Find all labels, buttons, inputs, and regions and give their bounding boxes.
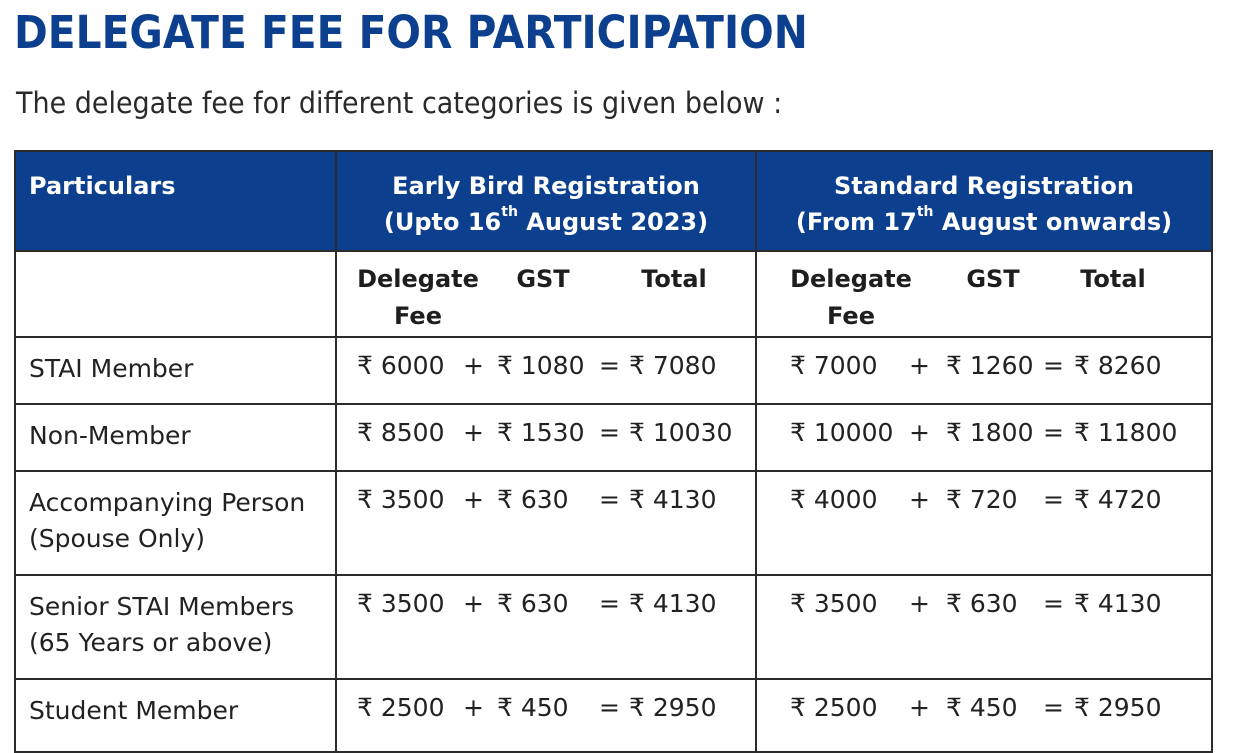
- subheader-delegate-fee: Delegate Fee: [357, 265, 479, 330]
- subheader-standard-cell: [756, 251, 1212, 337]
- equals-sign: =: [599, 589, 620, 618]
- equals-sign: =: [1043, 589, 1064, 618]
- table-row: [15, 575, 1212, 679]
- early-total: ₹ 4130: [629, 589, 717, 618]
- plus-sign: +: [909, 589, 930, 618]
- standard-gst: ₹ 450: [946, 693, 1018, 722]
- subheader-total: Total: [1080, 265, 1146, 293]
- row-label: Non-Member: [15, 404, 336, 471]
- standard-fee: ₹ 3500: [790, 589, 878, 618]
- row-label: STAI Member: [15, 337, 336, 404]
- equals-sign: =: [1043, 693, 1064, 722]
- plus-sign: +: [463, 589, 484, 618]
- early-values: [336, 337, 756, 404]
- standard-values: [756, 404, 1212, 471]
- table-row: [15, 337, 1212, 404]
- subheader-empty-cell: [15, 251, 336, 337]
- early-total: ₹ 7080: [629, 351, 717, 380]
- row-label: Student Member: [15, 679, 336, 752]
- equals-sign: =: [1043, 485, 1064, 514]
- page-subtitle: The delegate fee for different categories is given below :: [16, 86, 783, 120]
- early-values: [336, 575, 756, 679]
- early-gst: ₹ 630: [497, 589, 569, 618]
- standard-values: [756, 471, 1212, 575]
- early-gst: ₹ 630: [497, 485, 569, 514]
- subheader-gst: GST: [516, 265, 570, 293]
- table-header-row: [15, 151, 1212, 251]
- standard-total: ₹ 11800: [1074, 418, 1178, 447]
- plus-sign: +: [463, 418, 484, 447]
- standard-gst: ₹ 720: [946, 485, 1018, 514]
- early-values: [336, 679, 756, 752]
- fee-table: [14, 150, 1213, 753]
- early-values: [336, 404, 756, 471]
- standard-total: ₹ 4720: [1074, 485, 1162, 514]
- early-fee: ₹ 6000: [357, 351, 445, 380]
- early-fee: ₹ 3500: [357, 589, 445, 618]
- row-label: Senior STAI Members (65 Years or above): [15, 575, 336, 679]
- table-row: [15, 404, 1212, 471]
- plus-sign: +: [463, 485, 484, 514]
- equals-sign: =: [1043, 418, 1064, 447]
- early-total: ₹ 2950: [629, 693, 717, 722]
- standard-fee: ₹ 2500: [790, 693, 878, 722]
- standard-gst: ₹ 1260: [946, 351, 1034, 380]
- standard-fee: ₹ 4000: [790, 485, 878, 514]
- table-subheader-row: [15, 251, 1212, 337]
- standard-fee: ₹ 7000: [790, 351, 878, 380]
- subheader-early-cell: [336, 251, 756, 337]
- standard-values: [756, 679, 1212, 752]
- standard-total: ₹ 8260: [1074, 351, 1162, 380]
- subheader-total: Total: [641, 265, 707, 293]
- equals-sign: =: [1043, 351, 1064, 380]
- subheader-gst: GST: [966, 265, 1020, 293]
- standard-gst: ₹ 630: [946, 589, 1018, 618]
- header-particulars: Particulars: [15, 151, 336, 251]
- plus-sign: +: [463, 351, 484, 380]
- standard-total: ₹ 2950: [1074, 693, 1162, 722]
- table-row: [15, 471, 1212, 575]
- equals-sign: =: [599, 418, 620, 447]
- equals-sign: =: [599, 693, 620, 722]
- standard-fee: ₹ 10000: [790, 418, 894, 447]
- standard-gst: ₹ 1800: [946, 418, 1034, 447]
- standard-values: [756, 337, 1212, 404]
- row-label: Accompanying Person (Spouse Only): [15, 471, 336, 575]
- subheader-delegate-fee: Delegate Fee: [790, 265, 912, 330]
- standard-values: [756, 575, 1212, 679]
- plus-sign: +: [909, 351, 930, 380]
- early-fee: ₹ 3500: [357, 485, 445, 514]
- equals-sign: =: [599, 485, 620, 514]
- early-total: ₹ 4130: [629, 485, 717, 514]
- equals-sign: =: [599, 351, 620, 380]
- early-gst: ₹ 1530: [497, 418, 585, 447]
- header-standard: Standard Registration (From 17th August onwards): [756, 151, 1212, 251]
- early-fee: ₹ 8500: [357, 418, 445, 447]
- page-title: DELEGATE FEE FOR PARTICIPATION: [14, 6, 808, 59]
- early-values: [336, 471, 756, 575]
- plus-sign: +: [909, 418, 930, 447]
- plus-sign: +: [909, 693, 930, 722]
- early-gst: ₹ 1080: [497, 351, 585, 380]
- early-gst: ₹ 450: [497, 693, 569, 722]
- early-total: ₹ 10030: [629, 418, 733, 447]
- header-early-bird: Early Bird Registration (Upto 16th August 2023): [336, 151, 756, 251]
- plus-sign: +: [463, 693, 484, 722]
- plus-sign: +: [909, 485, 930, 514]
- standard-total: ₹ 4130: [1074, 589, 1162, 618]
- table-row: [15, 679, 1212, 752]
- early-fee: ₹ 2500: [357, 693, 445, 722]
